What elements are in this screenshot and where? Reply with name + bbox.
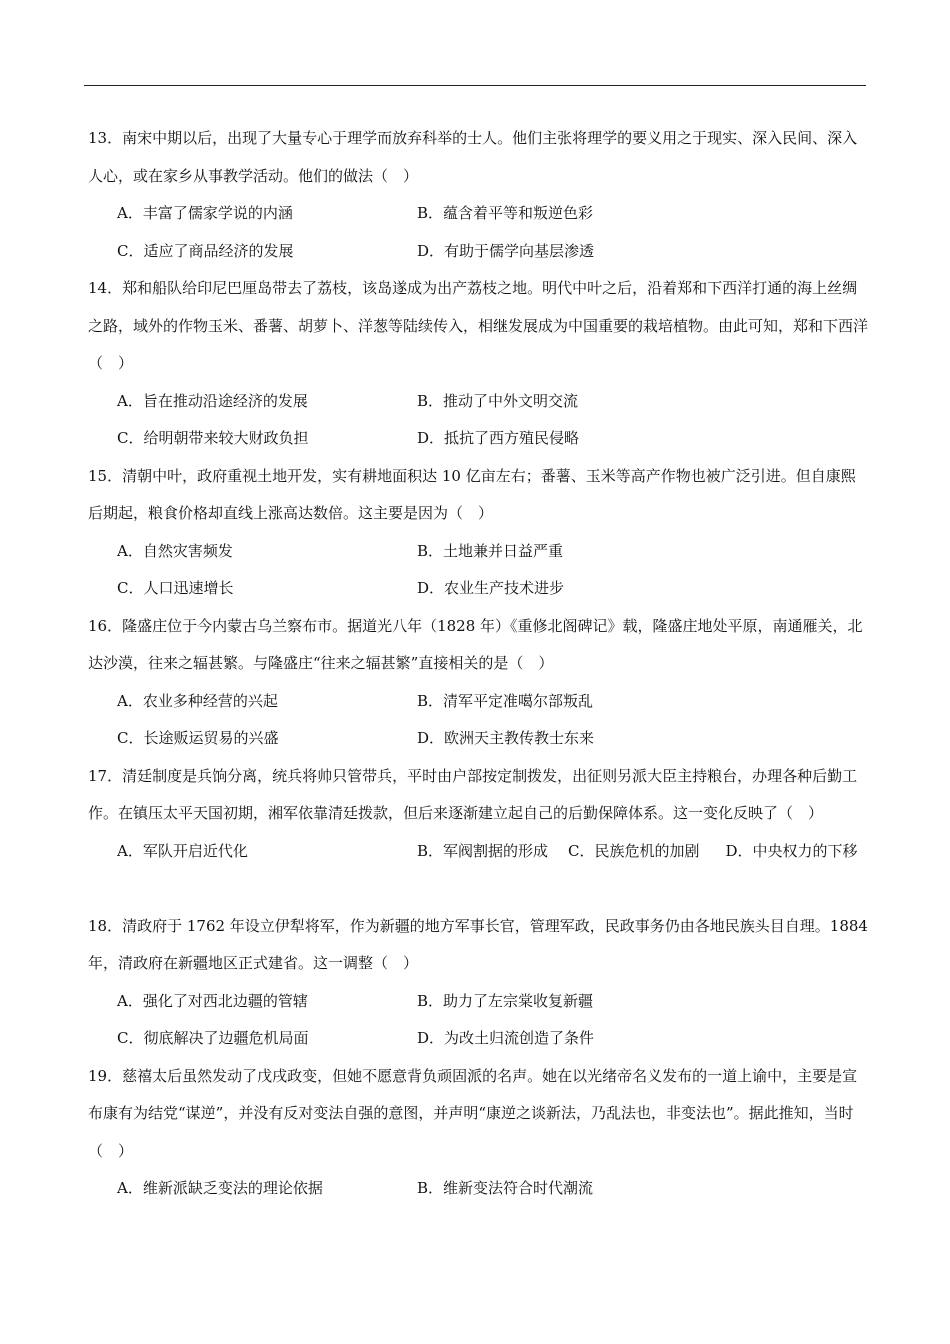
option-row — [88, 570, 868, 608]
option-row — [88, 1170, 868, 1208]
option-a[interactable]: A．农业多种经营的兴起 — [117, 691, 278, 710]
option-a[interactable]: A．自然灾害频发 — [117, 541, 233, 560]
option-row — [88, 720, 868, 758]
question-19 — [88, 1058, 868, 1208]
option-row — [88, 1020, 868, 1058]
question-stem: 17．清廷制度是兵饷分离，统兵将帅只管带兵，平时由户部按定制拨发，出征则另派大臣主持粮台，办理各种后勤工作。在镇压太平天国初期，湘军依靠清廷拨款，但后来逐渐建立起自己的后勤保障体系。这一变化反映了（ ） — [88, 766, 858, 822]
option-a[interactable]: A．旨在推动沿途经济的发展 — [117, 391, 308, 410]
option-c[interactable]: C．民族危机的加剧 — [568, 841, 700, 860]
option-a[interactable]: A．军队开启近代化 — [117, 841, 248, 860]
option-b[interactable]: B．推动了中外文明交流 — [417, 391, 579, 410]
option-a[interactable]: A．丰富了儒家学说的内涵 — [117, 204, 293, 222]
option-b[interactable]: B．维新变法符合时代潮流 — [417, 1179, 594, 1197]
option-row — [88, 233, 868, 271]
question-stem: 13．南宋中期以后，出现了大量专心于理学而放弃科举的士人。他们主张将理学的要义用之于现实、深入民间、深入人心，或在家乡从事教学活动。他们的做法（ ） — [88, 129, 858, 185]
question-16 — [88, 608, 868, 758]
question-stem: 15．清朝中叶，政府重视土地开发，实有耕地面积达 10 亿亩左右；番薯、玉米等高产作物也被广泛引进。但自康熙后期起，粮食价格却直线上涨高达数倍。这主要是因为（ ） — [88, 466, 856, 522]
option-c[interactable]: C．适应了商品经济的发展 — [117, 241, 294, 260]
option-d[interactable]: D．欧洲天主教传教士东来 — [417, 729, 595, 747]
question-17 — [88, 758, 868, 871]
option-a[interactable]: A．强化了对西北边疆的管辖 — [117, 991, 308, 1010]
question-14 — [88, 270, 868, 458]
option-d[interactable]: D．抵抗了西方殖民侵略 — [417, 429, 580, 447]
option-row — [88, 195, 868, 233]
option-c[interactable]: C．彻底解决了边疆危机局面 — [117, 1029, 309, 1047]
option-c[interactable]: C．人口迅速增长 — [117, 579, 234, 597]
option-b[interactable]: B．清军平定准噶尔部叛乱 — [417, 691, 594, 710]
option-c[interactable]: C．给明朝带来较大财政负担 — [117, 429, 309, 447]
question-stem: 19．慈禧太后虽然发动了戊戌政变，但她不愿意背负顽固派的名声。她在以光绪帝名义发布的一道上谕中，主要是宣布康有为结党“谋逆”，并没有反对变法自强的意图，并声明“康逆之谈新法，乃乱法也，非变法也”。据此推知，当时（ ） — [88, 1066, 858, 1160]
option-row — [88, 683, 868, 721]
option-b[interactable]: B．军阀割据的形成 — [417, 841, 549, 860]
option-row — [88, 420, 868, 458]
question-15 — [88, 458, 868, 608]
option-d[interactable]: D．有助于儒学向基层渗透 — [417, 241, 595, 260]
header-rule — [84, 85, 866, 86]
option-d[interactable]: D．为改土归流创造了条件 — [417, 1029, 595, 1047]
question-stem: 14．郑和船队给印尼巴厘岛带去了荔枝，该岛遂成为出产荔枝之地。明代中叶之后，沿着郑和下西洋打通的海上丝绸之路，域外的作物玉米、番薯、胡萝卜、洋葱等陆续传入，相继发展成为中国重要的栽培植物。由此可知，郑和下西洋（ ） — [88, 279, 869, 372]
option-row — [88, 983, 868, 1021]
option-a[interactable]: A．维新派缺乏变法的理论依据 — [117, 1179, 323, 1197]
option-row — [88, 833, 868, 871]
option-b[interactable]: B．蕴含着平等和叛逆色彩 — [417, 204, 594, 222]
option-row — [88, 533, 868, 571]
option-row — [88, 383, 868, 421]
option-d[interactable]: D．农业生产技术进步 — [417, 579, 565, 597]
option-d[interactable]: D．中央权力的下移 — [725, 841, 858, 860]
question-18 — [88, 908, 868, 1058]
option-b[interactable]: B．土地兼并日益严重 — [417, 541, 564, 560]
question-stem: 16．隆盛庄位于今内蒙古乌兰察布市。据道光八年（1828 年）《重修北阁碑记》载，隆盛庄地处平原，南通雁关，北达沙漠，往来之辐甚繁。与隆盛庄“往来之辐甚繁”直接相关的是（ ） — [88, 616, 863, 672]
question-stem: 18．清政府于 1762 年设立伊犁将军，作为新疆的地方军事长官，管理军政，民政事务仍由各地民族头目自理。1884 年，清政府在新疆地区正式建省。这一调整（ ） — [88, 916, 868, 972]
question-list — [88, 120, 868, 1208]
option-b[interactable]: B．助力了左宗棠收复新疆 — [417, 991, 594, 1010]
question-13 — [88, 120, 868, 270]
option-c[interactable]: C．长途贩运贸易的兴盛 — [117, 729, 279, 747]
